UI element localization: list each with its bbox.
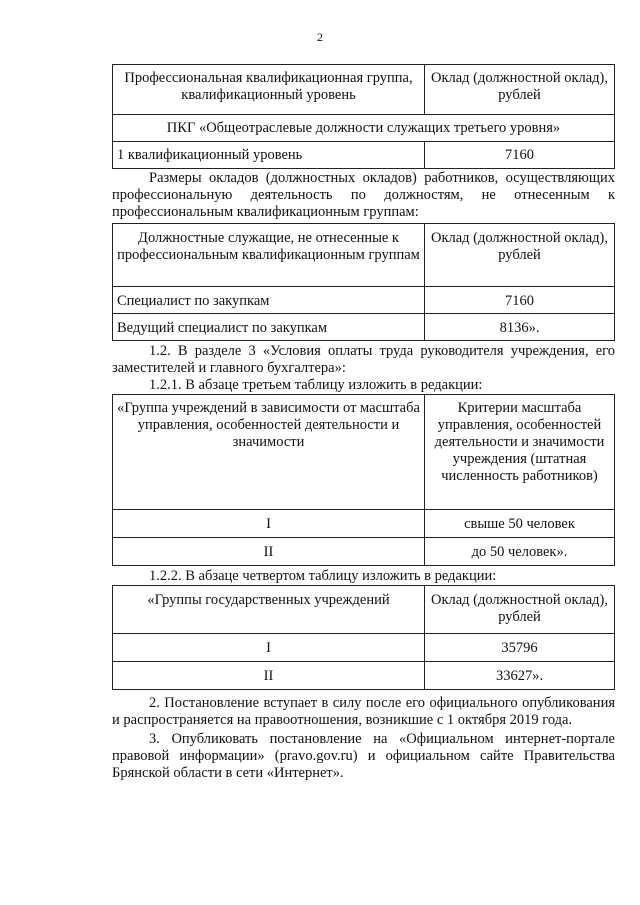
header-cell-group: Профессиональная квалификационная группа, квалификационный уровень [113,65,425,115]
table-row [113,634,615,662]
document-body [112,64,615,782]
state-institutions-table [112,585,615,690]
table-header-row [113,65,615,115]
salary-cell: 8136». [425,314,615,341]
table-row [113,538,615,566]
paragraph-salary-sizes: Размеры окладов (должностных окладов) работников, осуществляющих профессиональную деятельность по должностям, не отнесенным к профессиональным квалификационным группам: [112,170,615,220]
group-cell: II [113,538,425,566]
group-title-cell: ПКГ «Общеотраслевые должности служащих третьего уровня» [113,115,615,142]
position-cell: Специалист по закупкам [113,287,425,314]
header-cell-group: «Группа учреждений в зависимости от масштаба управления, особенностей деятельности и значимости [113,395,425,510]
header-cell-criteria: Критерии масштаба управления, особенностей деятельности и значимости учреждения (штатная численность работников) [425,395,615,510]
group-cell: II [113,662,425,690]
header-cell-position: Должностные служащие, не отнесенные к профессиональным квалификационным группам [113,224,425,287]
criteria-cell: до 50 человек». [425,538,615,566]
salary-cell: 33627». [425,662,615,690]
header-cell-salary: Оклад (должностной оклад), рублей [425,224,615,287]
table-header-row [113,586,615,634]
group-cell: I [113,510,425,538]
paragraph-publication: 3. Опубликовать постановление на «Официальном интернет-портале правовой информации» (pravo.gov.ru) и официальном сайте Правительства Брянской области в сети «Интернет». [112,731,615,781]
table-row [113,287,615,314]
table-row [113,510,615,538]
paragraph-1-2-2: 1.2.2. В абзаце четвертом таблицу изложить в редакции: [149,568,497,584]
paragraph-effective-date: 2. Постановление вступает в силу после его официального опубликования и распространяется на правоотношения, возникшие с 1 октября 2019 года. [112,695,615,728]
salary-table-pkg [112,64,615,169]
salary-cell: 7160 [425,142,615,169]
table-row [113,314,615,341]
page-number: 2 [317,30,323,44]
table-group-row [113,115,615,142]
header-cell-salary: Оклад (должностной оклад), рублей [425,586,615,634]
paragraph-section-3: 1.2. В разделе 3 «Условия оплаты труда руководителя учреждения, его заместителей и главного бухгалтера»: [112,343,615,376]
level-cell: 1 квалификационный уровень [113,142,425,169]
header-cell-salary: Оклад (должностной оклад), рублей [425,65,615,115]
table-row [113,662,615,690]
group-cell: I [113,634,425,662]
table-row [113,142,615,169]
institution-groups-table [112,394,615,566]
criteria-cell: свыше 50 человек [425,510,615,538]
table-header-row [113,395,615,510]
paragraph-1-2-1: 1.2.1. В абзаце третьем таблицу изложить в редакции: [149,377,483,393]
header-cell-group: «Группы государственных учреждений [113,586,425,634]
salary-cell: 7160 [425,287,615,314]
position-cell: Ведущий специалист по закупкам [113,314,425,341]
table-header-row [113,224,615,287]
salary-table-non-pkg [112,223,615,341]
salary-cell: 35796 [425,634,615,662]
